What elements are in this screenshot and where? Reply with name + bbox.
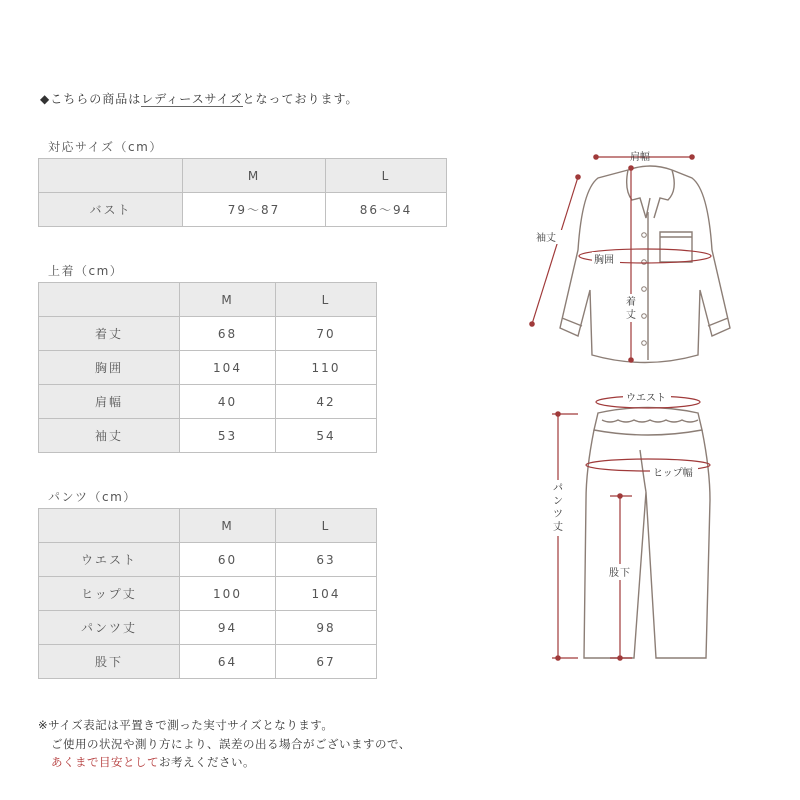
table-row <box>39 385 377 419</box>
table-row <box>39 577 377 611</box>
table-header-row <box>39 159 447 193</box>
pants-title: パンツ（cm） <box>48 490 137 504</box>
pants-table <box>38 508 377 679</box>
hip-label: ヒップ幅 <box>653 468 693 479</box>
header-m: M <box>180 509 276 543</box>
table-row <box>39 611 377 645</box>
value-l: 42 <box>276 385 377 419</box>
value-m: 79〜87 <box>183 193 326 227</box>
pants-length-label-1: パ <box>553 483 563 494</box>
value-m: 40 <box>180 385 276 419</box>
table-row <box>39 351 377 385</box>
table-row <box>39 193 447 227</box>
pants-measure-lines <box>552 396 710 660</box>
value-l: 67 <box>276 645 377 679</box>
top-table <box>38 282 377 453</box>
value-l: 104 <box>276 577 377 611</box>
measurement-diagram <box>520 140 770 670</box>
note-emphasis: あくまで目安として <box>51 755 159 769</box>
intro-highlight: レディースサイズ <box>141 92 243 106</box>
sizes-title: 対応サイズ（cm） <box>48 140 163 154</box>
value-m: 60 <box>180 543 276 577</box>
inseam-label-2: 下 <box>620 568 630 579</box>
row-label: 肩幅 <box>39 385 180 419</box>
length-label-2: 丈 <box>626 310 636 321</box>
note-line-2: ご使用の状況や測り方により、誤差の出る場合がございますので、 <box>51 736 411 751</box>
row-label: 袖丈 <box>39 419 180 453</box>
intro-prefix: こちらの商品は <box>50 92 142 106</box>
value-l: 54 <box>276 419 377 453</box>
size-note <box>38 716 411 772</box>
row-label: 着丈 <box>39 317 180 351</box>
header-empty <box>39 283 180 317</box>
row-label: ヒップ丈 <box>39 577 180 611</box>
pants-length-label-2: ン <box>553 496 563 507</box>
value-l: 110 <box>276 351 377 385</box>
shoulder-label: 肩幅 <box>630 152 650 163</box>
header-l: L <box>326 159 447 193</box>
header-empty <box>39 509 180 543</box>
table-row <box>39 419 377 453</box>
intro-text <box>40 90 359 107</box>
value-l: 70 <box>276 317 377 351</box>
note-line-3 <box>38 753 411 772</box>
value-m: 53 <box>180 419 276 453</box>
value-l: 63 <box>276 543 377 577</box>
value-m: 100 <box>180 577 276 611</box>
top-title: 上着（cm） <box>48 264 124 278</box>
row-label: バスト <box>39 193 183 227</box>
intro-suffix: となっております。 <box>242 92 359 106</box>
inseam-label-1: 股 <box>609 568 619 579</box>
sizes-table <box>38 158 447 227</box>
chest-label: 胸囲 <box>594 255 614 266</box>
length-label-1: 着 <box>626 297 636 308</box>
header-empty <box>39 159 183 193</box>
shirt-measure-lines <box>530 155 711 362</box>
row-label: ウエスト <box>39 543 180 577</box>
table-row <box>39 317 377 351</box>
sleeve-label: 袖丈 <box>536 233 556 244</box>
table-header-row <box>39 509 377 543</box>
row-label: 胸囲 <box>39 351 180 385</box>
value-l: 86〜94 <box>326 193 447 227</box>
waist-label: ウエスト <box>626 393 666 404</box>
row-label: 股下 <box>39 645 180 679</box>
header-m: M <box>183 159 326 193</box>
header-l: L <box>276 283 377 317</box>
value-l: 98 <box>276 611 377 645</box>
row-label: パンツ丈 <box>39 611 180 645</box>
table-header-row <box>39 283 377 317</box>
header-m: M <box>180 283 276 317</box>
note-line-3-rest: お考えください。 <box>159 755 255 769</box>
note-line-1: ※サイズ表記は平置きで測った実寸サイズとなります。 <box>38 718 334 732</box>
table-row <box>39 645 377 679</box>
bullet-icon: ◆ <box>40 92 51 106</box>
header-l: L <box>276 509 377 543</box>
pants-length-label-4: 丈 <box>553 522 563 533</box>
value-m: 64 <box>180 645 276 679</box>
value-m: 94 <box>180 611 276 645</box>
value-m: 68 <box>180 317 276 351</box>
pajama-pants-illustration <box>584 408 710 659</box>
value-m: 104 <box>180 351 276 385</box>
pants-length-label-3: ツ <box>553 509 563 520</box>
table-row <box>39 543 377 577</box>
